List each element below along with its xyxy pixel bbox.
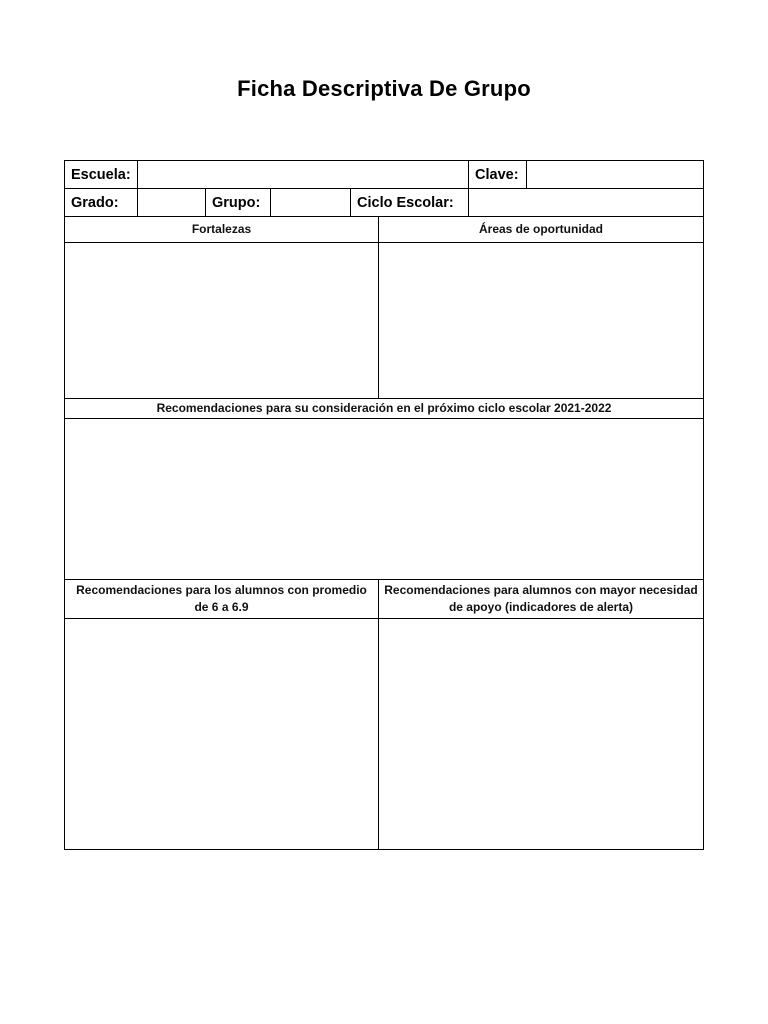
row-divider xyxy=(65,579,703,580)
clave-label: Clave: xyxy=(475,167,519,183)
cell-divider xyxy=(205,188,206,216)
grado-field[interactable] xyxy=(138,189,205,216)
fortalezas-header: Fortalezas xyxy=(191,222,252,236)
grado-label: Grado: xyxy=(71,195,119,211)
grupo-field[interactable] xyxy=(271,189,350,216)
grupo-label: Grupo: xyxy=(212,195,261,211)
areas-oportunidad-text-area[interactable] xyxy=(379,243,703,398)
clave-field[interactable] xyxy=(527,161,703,188)
cell-divider xyxy=(468,161,469,188)
row-divider xyxy=(65,398,703,399)
recomendaciones-promedio-header: Recomendaciones para los alumnos con promedio de 6 a 6.9 xyxy=(76,583,367,614)
escuela-label: Escuela: xyxy=(71,167,131,183)
ciclo-escolar-label: Ciclo Escolar: xyxy=(357,195,454,211)
fortalezas-text-area[interactable] xyxy=(65,243,378,398)
recomendaciones-apoyo-text-area[interactable] xyxy=(379,619,703,849)
recomendaciones-ciclo-header: Recomendaciones para su consideración en el próximo ciclo escolar 2021-2022 xyxy=(156,401,612,415)
recomendaciones-apoyo-header: Recomendaciones para alumnos con mayor necesidad de apoyo (indicadores de alerta) xyxy=(384,583,698,614)
recomendaciones-ciclo-text-area[interactable] xyxy=(65,419,703,579)
document-title: Ficha Descriptiva De Grupo xyxy=(237,76,531,101)
group-description-form xyxy=(64,160,704,850)
escuela-field[interactable] xyxy=(138,161,468,188)
recomendaciones-promedio-text-area[interactable] xyxy=(65,619,378,849)
cell-divider xyxy=(350,188,351,216)
ciclo-escolar-field[interactable] xyxy=(469,189,703,216)
areas-oportunidad-header: Áreas de oportunidad xyxy=(478,222,603,236)
row-divider xyxy=(65,216,703,217)
